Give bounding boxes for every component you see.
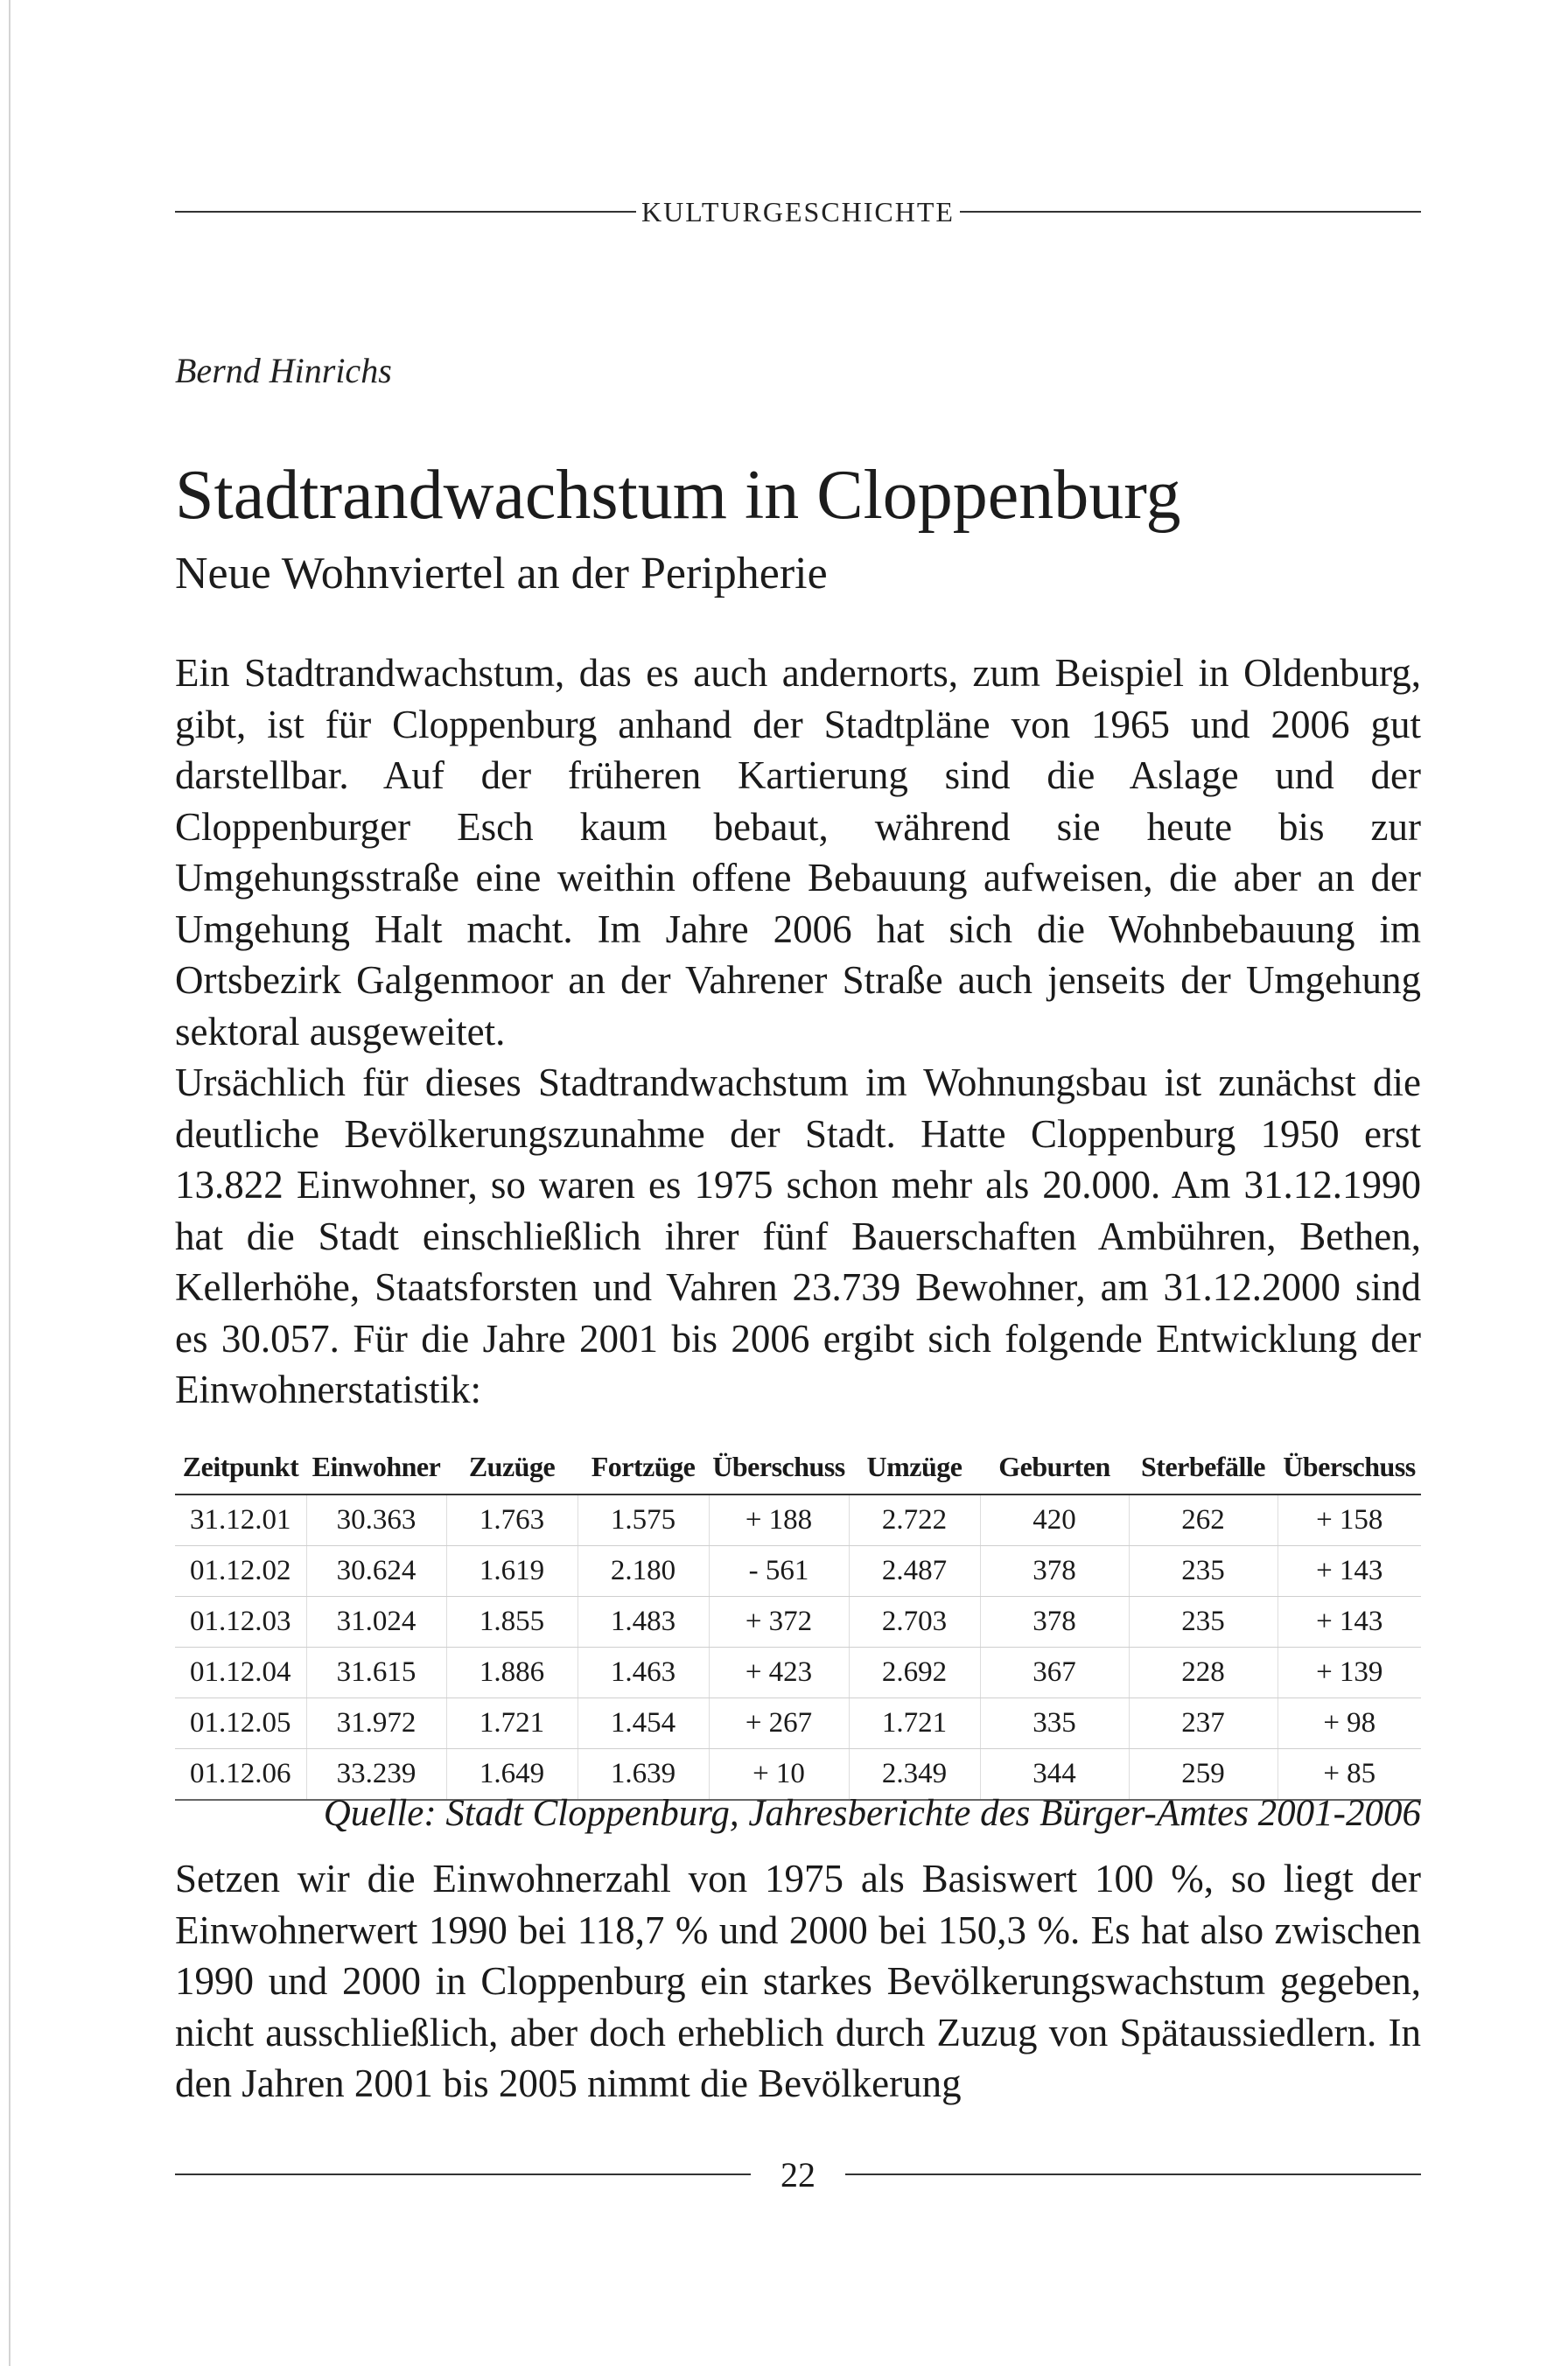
article-subtitle: Neue Wohnviertel an der Peripherie xyxy=(175,549,828,598)
table-row xyxy=(175,1648,1421,1698)
section-title: KULTURGESCHICHTE xyxy=(641,195,955,228)
column-header: Fortzüge xyxy=(578,1439,709,1494)
footer-rule-left xyxy=(175,2174,751,2175)
table-cell: 228 xyxy=(1129,1648,1278,1698)
table-cell: + 188 xyxy=(709,1494,849,1546)
table-cell: 378 xyxy=(980,1597,1129,1648)
author-name: Bernd Hinrichs xyxy=(175,351,392,390)
column-header: Sterbefälle xyxy=(1129,1439,1278,1494)
table-cell: 259 xyxy=(1129,1749,1278,1801)
column-header: Überschuss xyxy=(709,1439,849,1494)
table-cell: 1.463 xyxy=(578,1648,709,1698)
table-cell: 1.639 xyxy=(578,1749,709,1801)
page-number: 22 xyxy=(780,2154,816,2194)
table-cell: + 85 xyxy=(1278,1749,1421,1801)
table-cell: 31.972 xyxy=(306,1698,446,1749)
column-header: Überschuss xyxy=(1278,1439,1421,1494)
table-cell: + 139 xyxy=(1278,1648,1421,1698)
table-cell: 367 xyxy=(980,1648,1129,1698)
table-cell: + 267 xyxy=(709,1698,849,1749)
table-cell: 2.487 xyxy=(849,1546,980,1597)
table-row xyxy=(175,1698,1421,1749)
table-cell: + 158 xyxy=(1278,1494,1421,1546)
table-cell: 344 xyxy=(980,1749,1129,1801)
paragraph-2: Ursächlich für dieses Stadtrandwachstum im Wohnungsbau ist zunächst die deutliche Bevölkerungszunahme der Stadt. Hatte Cloppenburg 1950 erst 13.822 Einwohner, so waren es 1975 schon mehr als 20.000. Am 31.12.1990 hat die Stadt einschließlich ihrer fünf Bauerschaften Ambühren, Bethen, Kellerhöhe, Staatsforsten und Vahren 23.739 Bewohner, am 31.12.2000 sind es 30.057. Für die Jahre 2001 bis 2006 ergibt sich folgende Entwicklung der Einwohnerstatistik: xyxy=(175,1060,1421,1411)
table-cell: 30.363 xyxy=(306,1494,446,1546)
table-cell: 335 xyxy=(980,1698,1129,1749)
table-cell: 01.12.03 xyxy=(175,1597,306,1648)
body-text-top xyxy=(175,648,1421,1416)
column-header: Zeitpunkt xyxy=(175,1439,306,1494)
table-cell: + 372 xyxy=(709,1597,849,1648)
table-cell: 2.180 xyxy=(578,1546,709,1597)
table-cell: + 423 xyxy=(709,1648,849,1698)
table-header-row xyxy=(175,1439,1421,1494)
table-cell: 1.855 xyxy=(446,1597,578,1648)
table-cell: 1.721 xyxy=(849,1698,980,1749)
running-header xyxy=(175,194,1421,229)
table-cell: + 143 xyxy=(1278,1546,1421,1597)
table-cell: 1.454 xyxy=(578,1698,709,1749)
column-header: Einwohner xyxy=(306,1439,446,1494)
table-cell: 420 xyxy=(980,1494,1129,1546)
table-cell: 235 xyxy=(1129,1597,1278,1648)
table-cell: 1.619 xyxy=(446,1546,578,1597)
header-rule-right xyxy=(960,211,1421,213)
table-cell: 378 xyxy=(980,1546,1129,1597)
table-cell: 1.483 xyxy=(578,1597,709,1648)
table-cell: 31.615 xyxy=(306,1648,446,1698)
table-cell: 1.649 xyxy=(446,1749,578,1801)
table-cell: 1.721 xyxy=(446,1698,578,1749)
table-cell: + 10 xyxy=(709,1749,849,1801)
table-cell: 2.703 xyxy=(849,1597,980,1648)
table-cell: + 98 xyxy=(1278,1698,1421,1749)
table-row xyxy=(175,1494,1421,1546)
table-cell: 237 xyxy=(1129,1698,1278,1749)
column-header: Geburten xyxy=(980,1439,1129,1494)
table-cell: 30.624 xyxy=(306,1546,446,1597)
paragraph-3: Setzen wir die Einwohnerzahl von 1975 als Basiswert 100 %, so liegt der Einwohnerwert 1990 bei 118,7 % und 2000 bei 150,3 %. Es hat also zwischen 1990 und 2000 in Cloppenburg ein starkes Bevölkerungswachstum gegeben, nicht ausschließlich, aber doch erheblich durch Zuzug von Spätaussiedlern. In den Jahren 2001 bis 2005 nimmt die Bevölkerung xyxy=(175,1857,1421,2105)
table-cell: 31.12.01 xyxy=(175,1494,306,1546)
table-cell: + 143 xyxy=(1278,1597,1421,1648)
table-cell: - 561 xyxy=(709,1546,849,1597)
table-row xyxy=(175,1546,1421,1597)
column-header: Zuzüge xyxy=(446,1439,578,1494)
table-cell: 2.349 xyxy=(849,1749,980,1801)
table-cell: 01.12.04 xyxy=(175,1648,306,1698)
table-cell: 2.692 xyxy=(849,1648,980,1698)
column-header: Umzüge xyxy=(849,1439,980,1494)
table-cell: 1.575 xyxy=(578,1494,709,1546)
table-cell: 01.12.05 xyxy=(175,1698,306,1749)
table-cell: 01.12.06 xyxy=(175,1749,306,1801)
scan-edge-line xyxy=(9,0,10,2366)
header-rule-left xyxy=(175,211,636,213)
population-table xyxy=(175,1439,1421,1801)
table-row xyxy=(175,1597,1421,1648)
article-title: Stadtrandwachstum in Cloppenburg xyxy=(175,457,1181,534)
paragraph-1: Ein Stadtrandwachstum, das es auch andernorts, zum Beispiel in Oldenburg, gibt, ist für Cloppenburg anhand der Stadtpläne von 1965 und 2006 gut darstellbar. Auf der früheren Kartierung sind die Aslage und der Cloppenburger Esch kaum bebaut, während sie heute bis zur Umgehungsstraße eine weithin offene Bebauung aufweisen, die aber an der Umgehung Halt macht. Im Jahre 2006 hat sich die Wohnbebauung im Ortsbezirk Galgenmoor an der Vahrener Straße auch jenseits der Umgehung sektoral ausgeweitet. xyxy=(175,651,1421,1054)
footer-rule-right xyxy=(845,2174,1421,2175)
table-cell: 31.024 xyxy=(306,1597,446,1648)
table-cell: 235 xyxy=(1129,1546,1278,1597)
table-source-caption: Quelle: Stadt Cloppenburg, Jahresberichte des Bürger-Amtes 2001-2006 xyxy=(323,1793,1421,1834)
table-cell: 2.722 xyxy=(849,1494,980,1546)
table-cell: 1.886 xyxy=(446,1648,578,1698)
table-cell: 01.12.02 xyxy=(175,1546,306,1597)
page-footer xyxy=(175,2152,1421,2196)
table-cell: 1.763 xyxy=(446,1494,578,1546)
table-cell: 262 xyxy=(1129,1494,1278,1546)
table-cell: 33.239 xyxy=(306,1749,446,1801)
